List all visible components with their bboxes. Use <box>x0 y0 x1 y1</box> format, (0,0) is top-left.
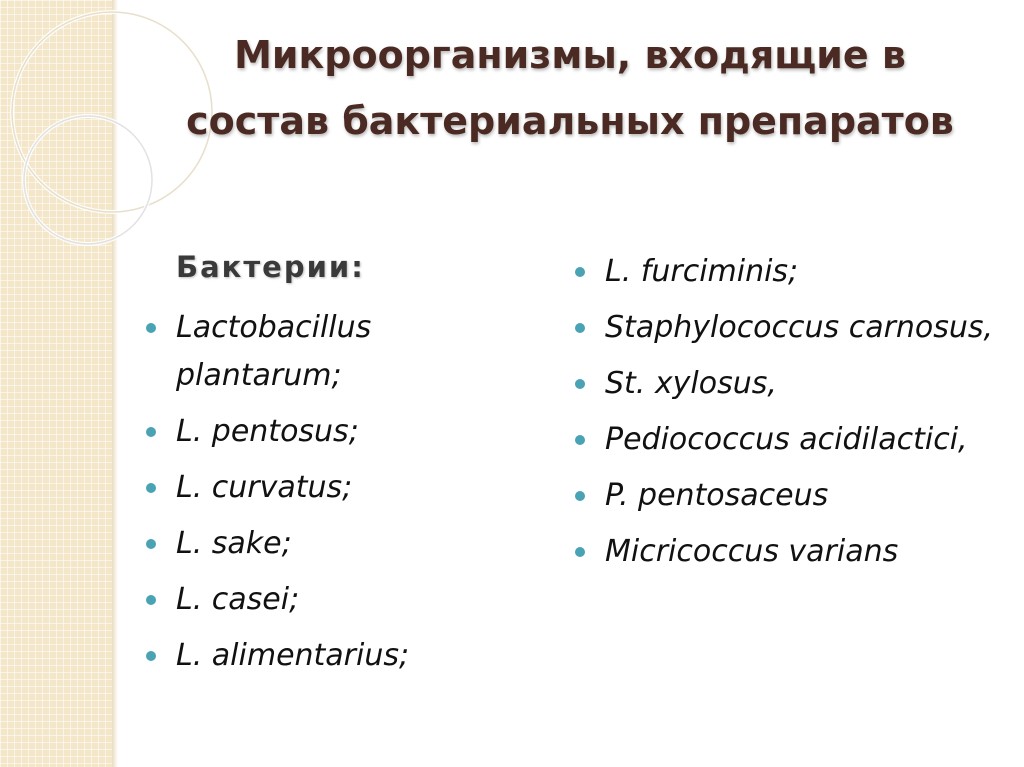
list-item-text: P. pentosaceus <box>605 478 829 513</box>
list-item-text: Micricoccus varians <box>605 534 899 569</box>
bullet-icon <box>146 595 156 605</box>
list-item <box>146 408 526 456</box>
bullet-icon <box>575 323 585 333</box>
bullet-icon <box>575 267 585 277</box>
bullet-icon <box>575 491 585 501</box>
list-item-text: Lactobacillus plantarum; <box>176 310 372 393</box>
list-item <box>575 472 995 520</box>
list-item <box>146 304 526 400</box>
slide-title: Микроорганизмы, входящие в состав бактериальных препаратов <box>186 33 954 143</box>
list-item <box>146 576 526 624</box>
list-item-text: Staphylococcus carnosus, <box>605 310 994 345</box>
bullet-icon <box>575 547 585 557</box>
list-item-text: Pediococcus acidilactici, <box>605 422 968 457</box>
list-item <box>575 360 995 408</box>
ring-small-shade <box>24 116 152 244</box>
list-item <box>146 520 526 568</box>
bacteria-list-right <box>575 248 995 584</box>
bullet-icon <box>146 539 156 549</box>
bullet-icon <box>146 651 156 661</box>
bullet-icon <box>146 427 156 437</box>
list-item <box>575 304 995 352</box>
list-item-text: St. xylosus, <box>605 366 777 401</box>
list-item-text: L. curvatus; <box>176 470 353 505</box>
list-item-text: L. pentosus; <box>176 414 359 449</box>
list-item-text: L. sake; <box>176 526 292 561</box>
list-item <box>575 248 995 296</box>
bullet-icon <box>146 323 156 333</box>
bacteria-list-left <box>146 304 526 688</box>
list-item <box>146 632 526 680</box>
list-item-text: L. casei; <box>176 582 300 617</box>
bullet-icon <box>575 435 585 445</box>
list-item <box>146 464 526 512</box>
list-item-text: L. furciminis; <box>605 254 799 289</box>
bullet-icon <box>146 483 156 493</box>
bullet-icon <box>575 379 585 389</box>
list-item-text: L. alimentarius; <box>176 638 410 673</box>
list-item <box>575 528 995 576</box>
bacteria-heading: Бактерии: <box>176 250 365 284</box>
list-item <box>575 416 995 464</box>
